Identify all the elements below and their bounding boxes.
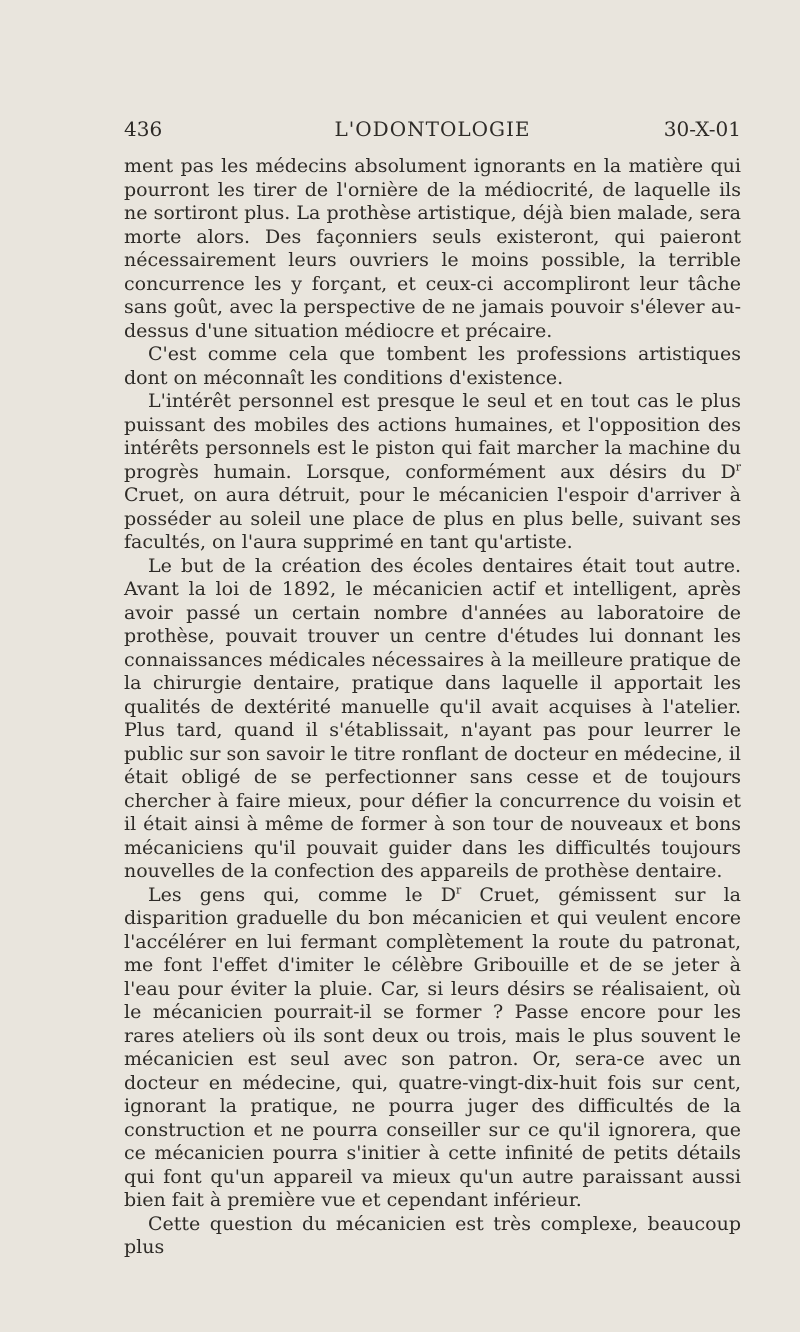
paragraph-continued: ment pas les médecins absolument ignorants en la matière qui pourront les tirer de l'ornière de la médiocrité, de laquelle ils ne sortiront plus. La prothèse artistique, déjà bien malade, sera morte alors. Des façonniers seuls existeront, qui paieront nécessairement leurs ouvriers le moins possible, la terrible concurrence les y forçant, et ceux-ci accompliront leur tâche sans goût, avec la perspective de ne jamais pouvoir s'élever au-dessus d'une situation médiocre et précaire. <box>124 155 741 342</box>
paragraph-text: Cruet, on aura détruit, pour le mécanicien l'espoir d'arriver à posséder au soleil une place de plus en plus belle, suivant ses facultés, on l'aura supprimé en tant qu'artiste. <box>124 484 741 553</box>
paragraph-truncated: Cette question du mécanicien est très complexe, beaucoup plus <box>124 1212 741 1258</box>
paragraph <box>124 884 741 1213</box>
running-header <box>124 117 741 147</box>
issue-date: 30-X-01 <box>663 117 741 141</box>
paragraph <box>124 390 741 555</box>
superscript: r <box>455 883 462 897</box>
journal-title: L'ODONTOLOGIE <box>334 117 531 141</box>
page-number: 436 <box>124 117 163 141</box>
paragraph-text: Les gens qui, comme le D <box>148 883 456 906</box>
body-text <box>124 155 741 1260</box>
paragraph-text: Cruet, gémissent sur la disparition graduelle du bon mécanicien et qui veulent encore l'accélérer en lui fermant complètement la route du patronat, me font l'effet d'imiter le célèbre Gribouille et de se jeter à l'eau pour éviter la pluie. Car, si leurs désirs se réalisaient, où le mécanicien pourrait-il se former ? Passe encore pour les rares ateliers où ils sont deux ou trois, mais le plus souvent le mécanicien est seul avec son patron. Or, sera-ce avec un docteur en médecine, qui, quatre-vingt-dix-huit fois sur cent, ignorant la pratique, ne pourra juger des difficultés de la construction et ne pourra conseiller sur ce qu'il ignorera, que ce mécanicien pourra s'initier à cette infinité de petits détails qui font qu'un appareil va mieux qu'un autre paraissant aussi bien fait à première vue et cependant inférieur. <box>124 883 741 1211</box>
paragraph: Le but de la création des écoles dentaires était tout autre. Avant la loi de 1892, le mécanicien actif et intelligent, après avoir passé un certain nombre d'années au laboratoire de prothèse, pouvait trouver un centre d'études lui donnant les connaissances médicales nécessaires à la meilleure pratique de la chirurgie dentaire, pratique dans laquelle il apportait les qualités de dextérité manuelle qu'il avait acquises à l'atelier. Plus tard, quand il s'établissait, n'ayant pas pour leurrer le public sur son savoir le titre ronflant de docteur en médecine, il était obligé de se perfectionner sans cesse et de toujours chercher à faire mieux, pour défier la concurrence du voisin et il était ainsi à même de former à son tour de nouveaux et bons mécaniciens qu'il pouvait guider dans les difficultés toujours nouvelles de la confection des appareils de prothèse dentaire. <box>124 554 741 882</box>
superscript: r <box>735 460 741 474</box>
paragraph: C'est comme cela que tombent les professions artistiques dont on méconnaît les conditions d'existence. <box>124 343 741 389</box>
paragraph-text: L'intérêt personnel est presque le seul et en tout cas le plus puissant des mobiles des actions humaines, et l'opposition des intérêts personnels est le piston qui fait marcher la machine du progrès humain. Lorsque, conformément aux désirs du D <box>124 390 741 483</box>
